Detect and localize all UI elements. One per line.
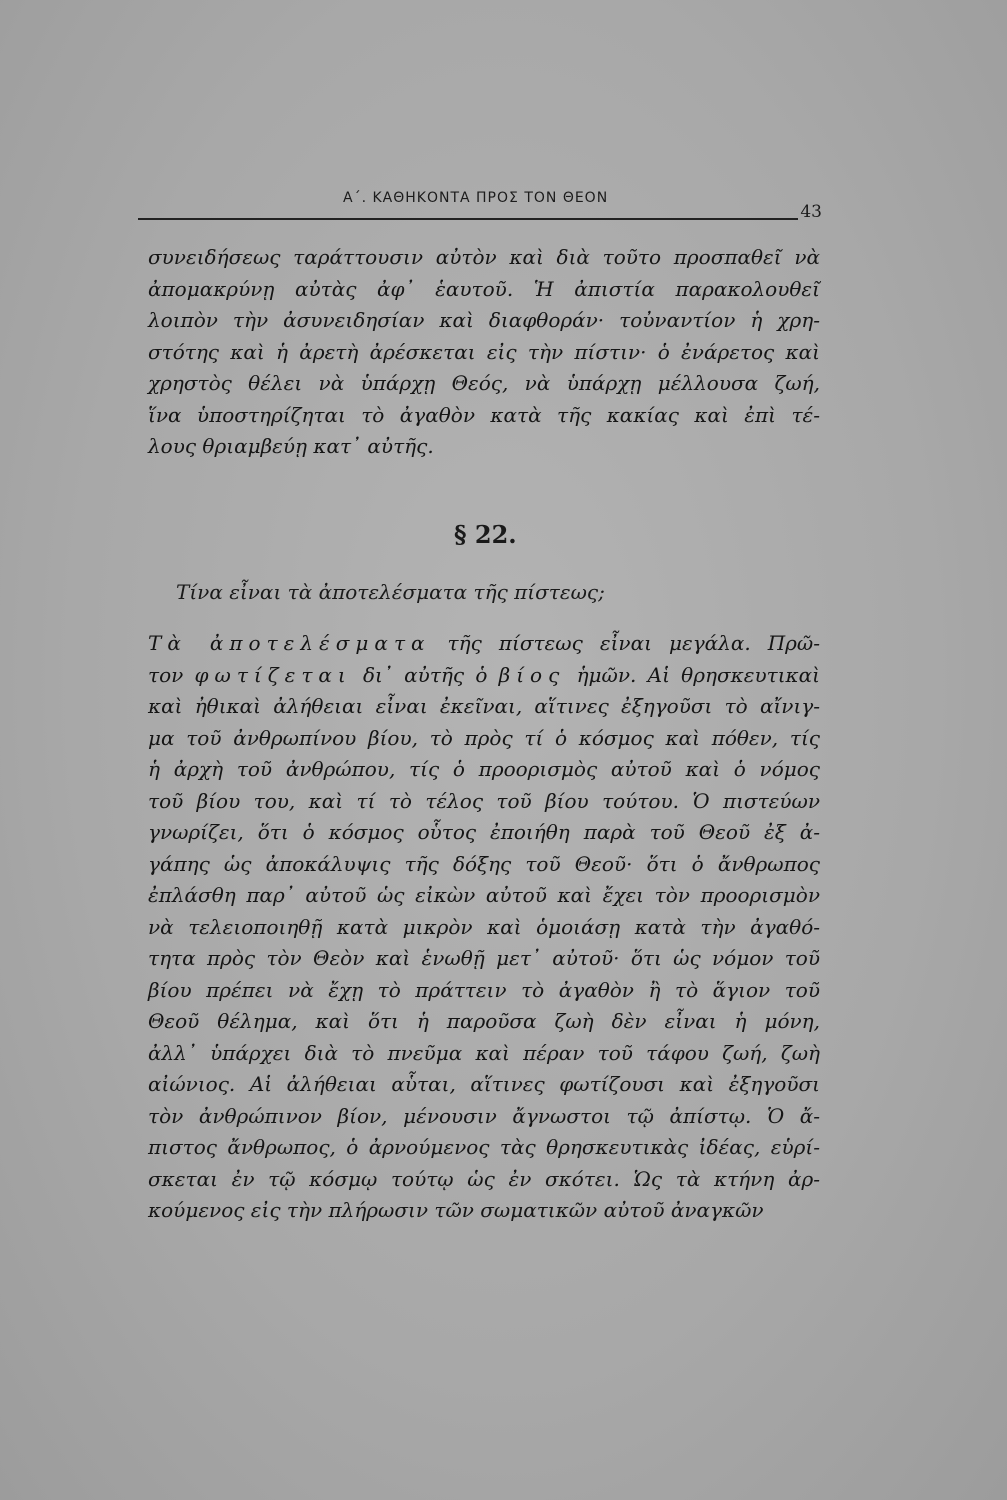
text-line: ἵνα ὑποστηρίζηται τὸ ἀγαθὸν κατὰ τῆς κακίας καὶ ἐπὶ τέ-	[148, 402, 820, 427]
text-line: ἡ ἀρχὴ τοῦ ἀνθρώπου, τίς ὁ προορισμὸς αὐτοῦ καὶ ὁ νόμος	[148, 757, 820, 781]
text-run: δι᾽ αὐτῆς ὁ	[351, 662, 499, 687]
text-line: νὰ τελειοποιηθῇ κατὰ μικρὸν καὶ ὁμοιάσῃ κατὰ τὴν ἀγαθό-	[148, 914, 820, 939]
text-line: στότης καὶ ἡ ἀρετὴ ἀρέσκεται εἰς τὴν πίστιν· ὁ ἐνάρετος καὶ	[148, 339, 820, 364]
text-run: ἡμῶν. Αἱ θρησκευτικαὶ	[565, 662, 820, 687]
text-line: καὶ ἠθικαὶ ἀλήθειαι εἶναι ἐκεῖναι, αἵτινες ἐξηγοῦσι τὸ αἴνιγ-	[148, 694, 820, 718]
text-line: Θεοῦ θέλημα, καὶ ὅτι ἡ παροῦσα ζωὴ δὲν εἶναι ἡ μόνη,	[148, 1009, 820, 1033]
text-line: χρηστὸς θέλει νὰ ὑπάρχῃ Θεός, νὰ ὑπάρχῃ μέλλουσα ζωή,	[148, 371, 820, 395]
running-head: Α΄. ΚΑΘΗΚΟΝΤΑ ΠΡΟΣ ΤΟΝ ΘΕΟΝ	[343, 190, 609, 206]
paragraph-continued	[148, 242, 820, 463]
page-header	[138, 190, 828, 230]
text-line: αἰώνιος. Αἱ ἀλήθειαι αὗται, αἵτινες φωτίζουσι καὶ ἐξηγοῦσι	[148, 1072, 820, 1096]
text-line: ἀλλ᾽ ὑπάρχει διὰ τὸ πνεῦμα καὶ πέραν τοῦ τάφου ζωή, ζωὴ	[148, 1040, 820, 1065]
paragraph-answer	[148, 628, 820, 1227]
text-line: πιστος ἄνθρωπος, ὁ ἀρνούμενος τὰς θρησκευτικὰς ἰδέας, εὑρί-	[148, 1135, 820, 1159]
text-line	[148, 628, 820, 660]
section-question: Τίνα εἶναι τὰ ἀποτελέσματα τῆς πίστεως;	[176, 580, 605, 604]
text-line: ἀπομακρύνῃ αὐτὰς ἀφ᾽ ἑαυτοῦ. Ἡ ἀπιστία παρακολουθεῖ	[148, 276, 820, 301]
text-line: γάπης ὡς ἀποκάλυψις τῆς δόξης τοῦ Θεοῦ· ὅτι ὁ ἄνθρωπος	[148, 851, 820, 876]
page-number: 43	[800, 202, 822, 222]
text-line: σκεται ἐν τῷ κόσμῳ τούτῳ ὡς ἐν σκότει. Ὡς τὰ κτήνη ἀρ-	[148, 1166, 820, 1191]
text-line: γνωρίζει, ὅτι ὁ κόσμος οὗτος ἐποιήθη παρὰ τοῦ Θεοῦ ἐξ ἀ-	[148, 820, 820, 844]
text-line: τοῦ βίου του, καὶ τί τὸ τέλος τοῦ βίου τούτου. Ὁ πιστεύων	[148, 788, 820, 813]
spaced-emphasis: βίος	[498, 662, 566, 687]
text-line: λοιπὸν τὴν ἀσυνειδησίαν καὶ διαφθοράν· τοὐναντίον ἡ χρη-	[148, 308, 820, 332]
text-line: τὸν ἀνθρώπινον βίον, μένουσιν ἄγνωστοι τῷ ἀπίστῳ. Ὁ ἄ-	[148, 1103, 820, 1128]
text-run: τῆς πίστεως εἶναι μεγάλα. Πρῶ-	[430, 631, 820, 655]
spaced-emphasis: Τὰ ἀποτελέσματα	[148, 631, 431, 655]
text-line: ἐπλάσθη παρ᾽ αὐτοῦ ὡς εἰκὼν αὐτοῦ καὶ ἔχει τὸν προορισμὸν	[148, 883, 820, 907]
spaced-emphasis: φωτίζεται	[194, 662, 352, 687]
text-line	[148, 660, 820, 692]
text-line: συνειδήσεως ταράττουσιν αὐτὸν καὶ διὰ τοῦτο προσπαθεῖ νὰ	[148, 245, 820, 269]
text-line: μα τοῦ ἀνθρωπίνου βίου, τὸ πρὸς τί ὁ κόσμος καὶ πόθεν, τίς	[148, 725, 820, 750]
text-line: βίου πρέπει νὰ ἔχῃ τὸ πράττειν τὸ ἀγαθὸν ἢ τὸ ἅγιον τοῦ	[148, 977, 820, 1002]
header-rule	[138, 218, 798, 220]
text-line: τητα πρὸς τὸν Θεὸν καὶ ἑνωθῇ μετ᾽ αὐτοῦ· ὅτι ὡς νόμον τοῦ	[148, 946, 820, 970]
text-line: κούμενος εἰς τὴν πλήρωσιν τῶν σωματικῶν αὐτοῦ ἀναγκῶν	[148, 1198, 764, 1222]
section-number: § 22.	[454, 520, 517, 549]
text-run: τον	[148, 662, 195, 687]
text-line: λους θριαμβεύῃ κατ᾽ αὐτῆς.	[148, 434, 434, 458]
